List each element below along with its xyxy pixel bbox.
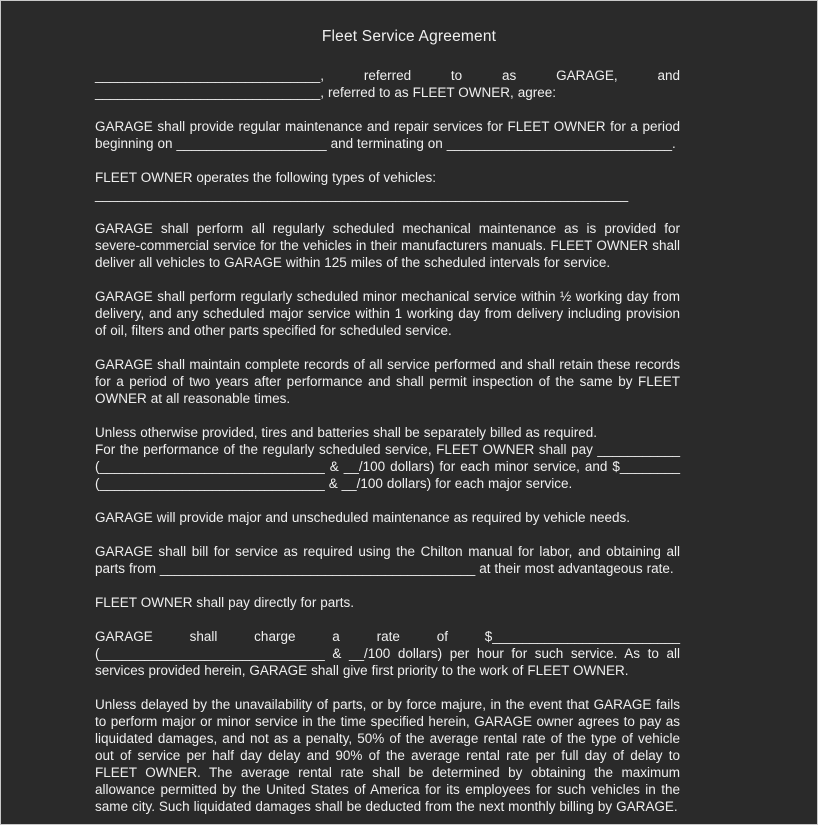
document-title: Fleet Service Agreement xyxy=(321,28,497,45)
paragraph-parts-payment: FLEET OWNER shall pay directly for parts. xyxy=(95,595,355,610)
paragraph-service-turnaround: GARAGE shall perform regularly scheduled minor mechanical service within ½ working day from delivery, and any scheduled major service within 1 working day from delivery including provision of oil, filters and other parts specified for scheduled service. xyxy=(95,289,684,338)
paragraph-unscheduled-maintenance: GARAGE will provide major and unscheduled maintenance as required by vehicle needs. xyxy=(95,510,630,525)
paragraph-payment-terms: Unless otherwise provided, tires and batteries shall be separately billed as required. For the performance of the regularly scheduled service, FLEET OWNER shall pay ___________ (______________________________ & __/100 dollars) for each minor service, and $________ (______________________________ & __/100 dollars) for each major service. xyxy=(95,425,680,491)
paragraph-hourly-rate: GARAGE shall charge a rate of $_________________________ (______________________________ & __/100 dollars) per hour for such service. As to all services provided herein, GARAGE shall give first priority to the work of FLEET OWNER. xyxy=(95,629,684,678)
paragraph-scheduled-maintenance: GARAGE shall perform all regularly scheduled mechanical maintenance as is provided for severe-commercial service for the vehicles in their manufacturers manuals. FLEET OWNER shall deliver all vehicles to GARAGE within 125 miles of the scheduled intervals for service. xyxy=(95,221,684,270)
paragraph-records: GARAGE shall maintain complete records of all service performed and shall retain these records for a period of two years after performance and shall permit inspection of the same by FLEET OWNER at all reasonable times. xyxy=(95,357,684,406)
paragraph-service-term: GARAGE shall provide regular maintenance and repair services for FLEET OWNER for a period beginning on ____________________ and terminating on ______________________________. xyxy=(95,119,684,151)
paragraph-vehicle-types: FLEET OWNER operates the following types of vehicles: _______________________________________________________________________ xyxy=(95,170,629,202)
paragraph-liquidated-damages: Unless delayed by the unavailability of parts, or by force majure, in the event that GARAGE fails to perform major or minor service in the time specified herein, GARAGE owner agrees to pay as liquidated damages, and not as a penalty, 50% of the average rental rate of the type of vehicle out of service per half day delay and 90% of the average rental rate per full day of delay to FLEET OWNER. The average rental rate shall be determined by obtaining the maximum allowance permitted by the United States of America for its employees for such vehicles in the same city. Such liquidated damages shall be deducted from the next monthly billing by GARAGE. xyxy=(95,697,684,814)
paragraph-billing: GARAGE shall bill for service as required using the Chilton manual for labor, and obtaining all parts from __________________________________________ at their most advantageous rate. xyxy=(95,544,684,576)
paragraph-parties: ______________________________, referred to as GARAGE, and ______________________________, referred to as FLEET OWNER, agree: xyxy=(95,68,684,100)
